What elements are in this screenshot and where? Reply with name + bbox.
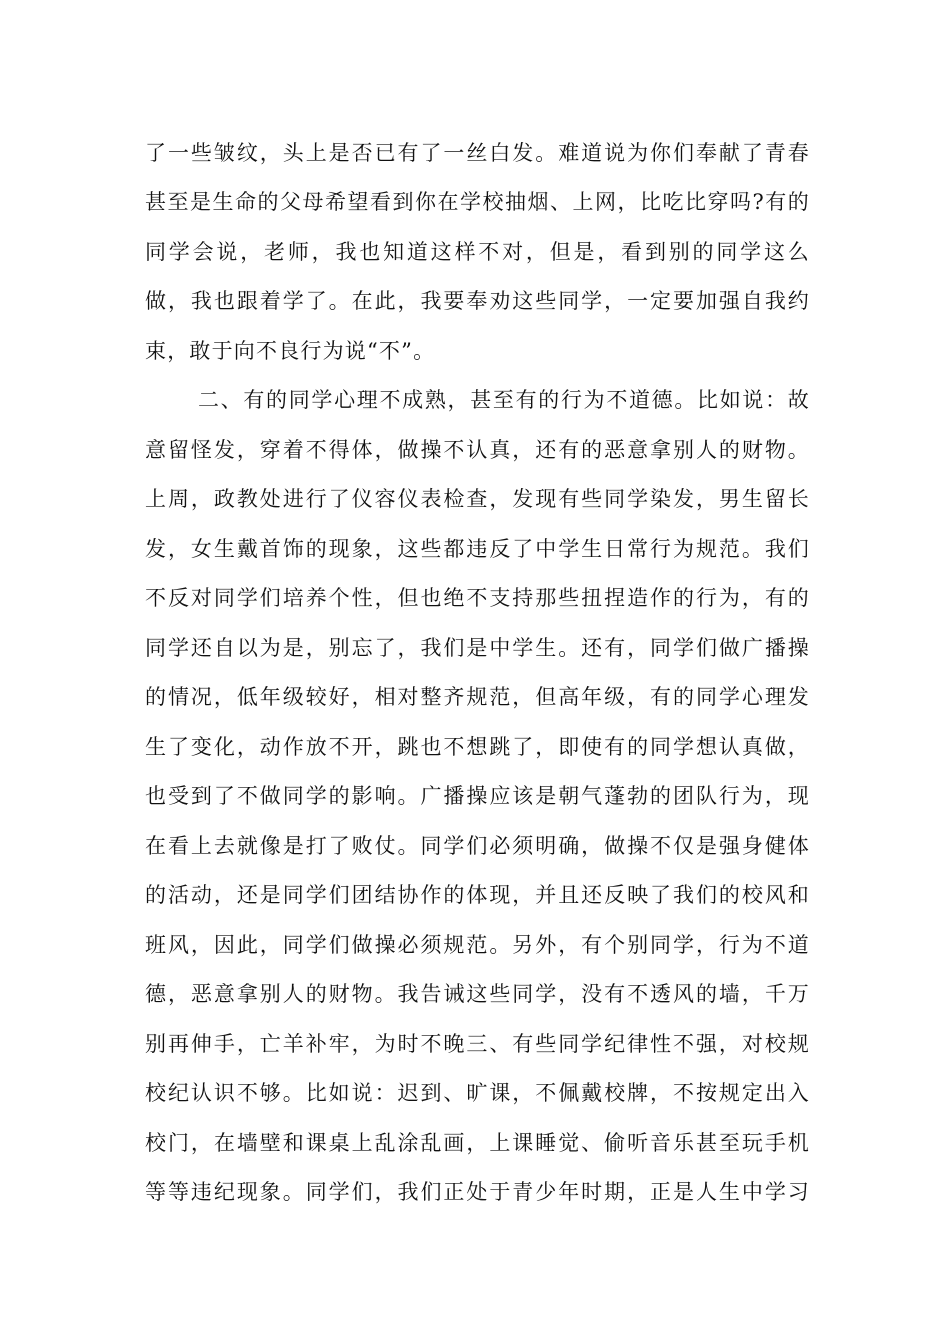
text-line-12: 的情况，低年级较好，相对整齐规范，但高年级，有的同学心理发	[145, 685, 810, 709]
text-line-14: 也受到了不做同学的影响。广播操应该是朝气蓬勃的团队行为，现	[145, 784, 810, 808]
text-line-9: 发，女生戴首饰的现象，这些都违反了中学生日常行为规范。我们	[145, 537, 810, 561]
text-line-21: 校门，在墙壁和课桌上乱涂乱画，上课睡觉、偷听音乐甚至玩手机	[145, 1131, 810, 1155]
text-line-1: 了一些皱纹，头上是否已有了一丝白发。难道说为你们奉献了青春	[145, 141, 810, 165]
text-line-20: 校纪认识不够。比如说：迟到、旷课，不佩戴校牌，不按规定出入	[145, 1081, 810, 1105]
text-line-13: 生了变化，动作放不开，跳也不想跳了，即使有的同学想认真做，	[145, 735, 810, 759]
text-line-3: 同学会说，老师，我也知道这样不对，但是，看到别的同学这么	[145, 240, 810, 264]
text-line-18: 德，恶意拿别人的财物。我告诫这些同学，没有不透风的墙，千万	[145, 982, 810, 1006]
text-line-17: 班风，因此，同学们做操必须规范。另外，有个别同学，行为不道	[145, 933, 810, 957]
text-line-5: 束，敢于向不良行为说“不”。	[145, 339, 436, 363]
text-line-2: 甚至是生命的父母希望看到你在学校抽烟、上网，比吃比穿吗?有的	[145, 190, 810, 214]
text-line-6: 二、有的同学心理不成熟，甚至有的行为不道德。比如说：故	[198, 388, 810, 412]
text-line-19: 别再伸手，亡羊补牢，为时不晚三、有些同学纪律性不强，对校规	[145, 1032, 810, 1056]
text-line-4: 做，我也跟着学了。在此，我要奉劝这些同学，一定要加强自我约	[145, 289, 810, 313]
text-line-8: 上周，政教处进行了仪容仪表检查，发现有些同学染发，男生留长	[145, 487, 810, 511]
text-line-22: 等等违纪现象。同学们，我们正处于青少年时期，正是人生中学习	[145, 1180, 810, 1204]
text-line-16: 的活动，还是同学们团结协作的体现，并且还反映了我们的校风和	[145, 883, 810, 907]
text-line-11: 同学还自以为是，别忘了，我们是中学生。还有，同学们做广播操	[145, 636, 810, 660]
text-line-10: 不反对同学们培养个性，但也绝不支持那些扭捏造作的行为，有的	[145, 586, 810, 610]
text-line-7: 意留怪发，穿着不得体，做操不认真，还有的恶意拿别人的财物。	[145, 438, 810, 462]
text-line-15: 在看上去就像是打了败仗。同学们必须明确，做操不仅是强身健体	[145, 834, 810, 858]
